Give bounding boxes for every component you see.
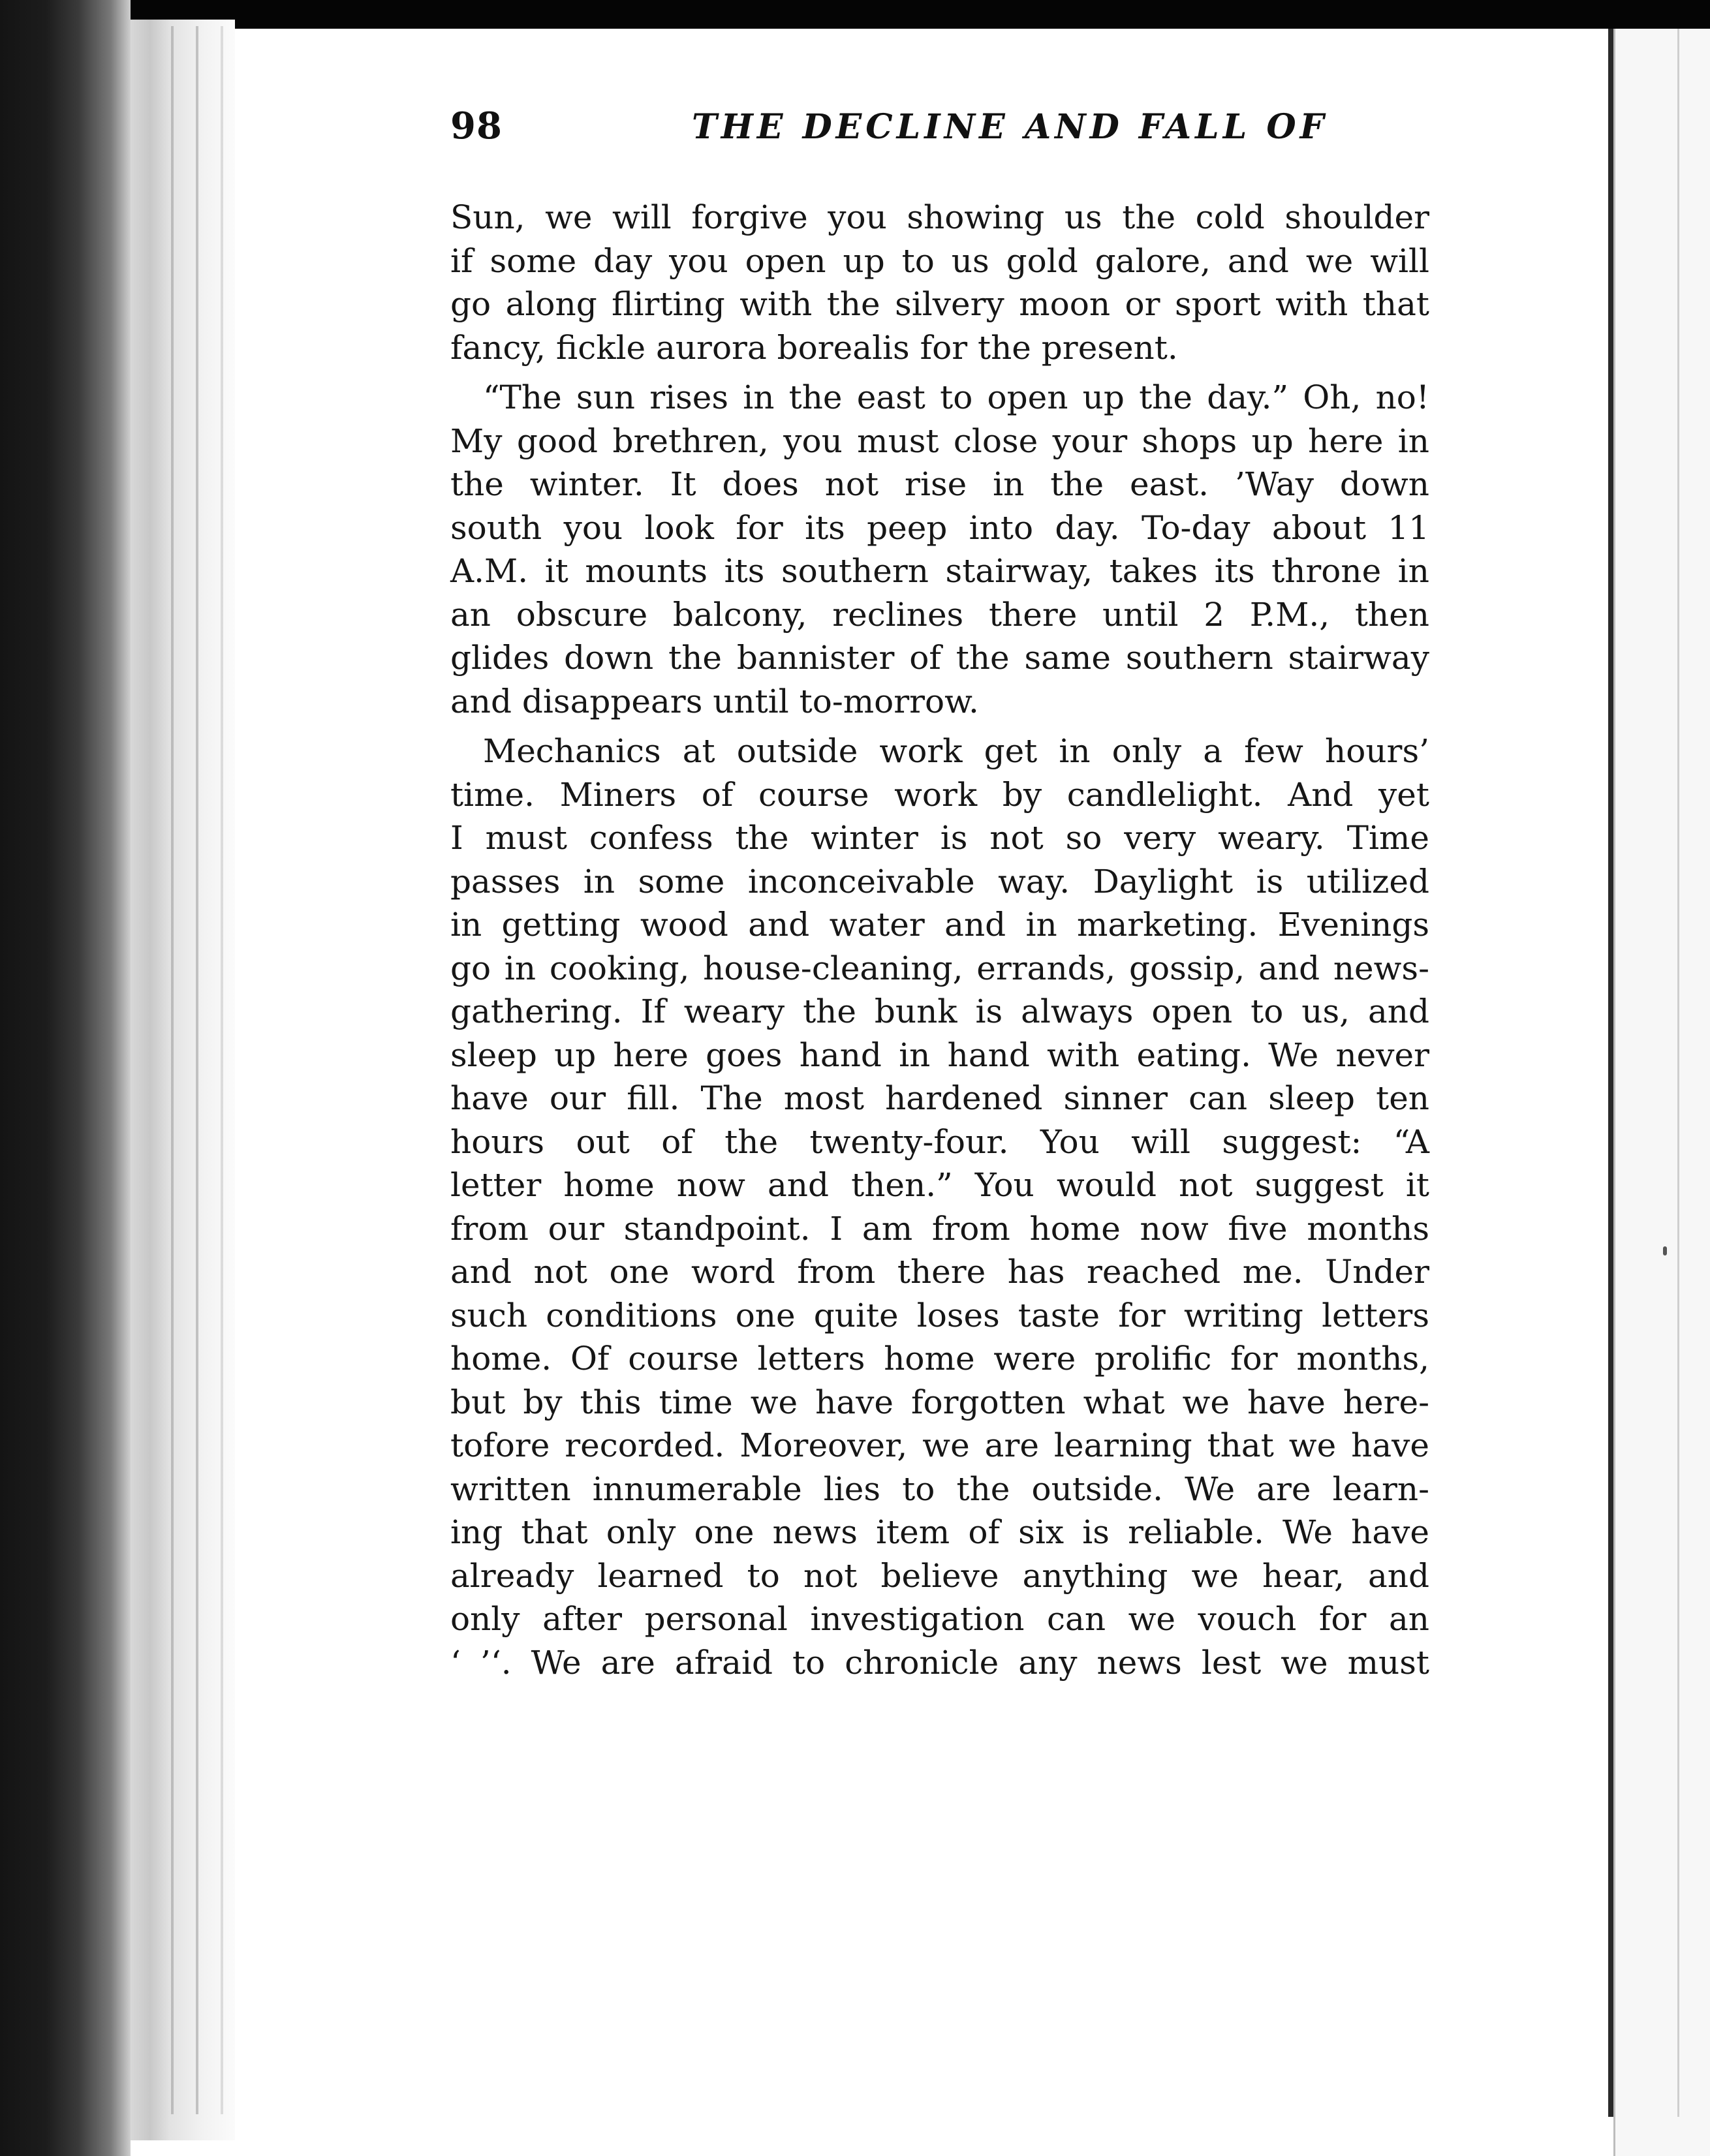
text-line: “The sun rises in the east to open up the day.” Oh, no! bbox=[483, 378, 1429, 416]
next-page-edge-line bbox=[1677, 29, 1679, 2117]
binding-gutter bbox=[131, 20, 235, 2140]
scan-speck bbox=[1663, 1246, 1667, 1255]
text-line: if some day you open up to us gold galore, and we will bbox=[450, 241, 1429, 280]
page-number: 98 bbox=[450, 104, 503, 147]
text-line: but by this time we have forgotten what we have here- bbox=[450, 1383, 1429, 1421]
text-line: have our fill. The most hardened sinner can sleep ten bbox=[450, 1079, 1429, 1117]
text-line: My good brethren, you must close your shops up here in bbox=[450, 422, 1429, 460]
gutter-crease-line bbox=[171, 26, 174, 2114]
running-head bbox=[450, 104, 1429, 176]
text-line: ing that only one news item of six is reliable. We have bbox=[450, 1513, 1429, 1551]
text-line: A.M. it mounts its southern stairway, takes its throne in bbox=[450, 552, 1429, 590]
text-line: letter home now and then.” You would not suggest it bbox=[450, 1166, 1429, 1204]
text-line: written innumerable lies to the outside. We are learn- bbox=[450, 1470, 1429, 1508]
gutter-crease-line bbox=[196, 26, 198, 2114]
text-line: the winter. It does not rise in the east. ’Way down bbox=[450, 465, 1429, 503]
text-line: south you look for its peep into day. To-day about 11 bbox=[450, 508, 1429, 547]
text-line: passes in some inconceivable way. Daylight is utilized bbox=[450, 862, 1429, 901]
text-line: gathering. If weary the bunk is always open to us, and bbox=[450, 993, 1429, 1030]
text-line: and not one word from there has reached me. Under bbox=[450, 1253, 1429, 1291]
text-line: sleep up here goes hand in hand with eating. We never bbox=[450, 1036, 1429, 1074]
text-line: an obscure balcony, reclines there until 2 P.M., then bbox=[450, 595, 1429, 634]
running-head-title: THE DECLINE AND FALL OF bbox=[692, 107, 1328, 147]
next-page-strip bbox=[1613, 29, 1710, 2156]
scan-top-border bbox=[0, 0, 1710, 29]
text-line: tofore recorded. Moreover, we are learning that we have bbox=[450, 1426, 1429, 1464]
text-line: and disappears until to-morrow. bbox=[450, 682, 979, 720]
text-line: time. Miners of course work by candlelight. And yet bbox=[450, 775, 1429, 814]
text-line: glides down the bannister of the same southern stairway bbox=[450, 639, 1429, 677]
text-line: already learned to not believe anything we hear, and bbox=[450, 1556, 1429, 1595]
text-line: Sun, we will forgive you showing us the cold shoulder bbox=[450, 198, 1429, 236]
text-line: go in cooking, house-cleaning, errands, gossip, and news- bbox=[450, 949, 1429, 987]
book-spine-edge bbox=[0, 0, 131, 2156]
text-line: Mechanics at outside work get in only a few hours’ bbox=[483, 732, 1429, 770]
text-line: ‘ ’‘. We are afraid to chronicle any news lest we must bbox=[450, 1643, 1429, 1682]
text-line: only after personal investigation can we vouch for an bbox=[450, 1600, 1429, 1638]
text-line: in getting wood and water and in marketing. Evenings bbox=[450, 906, 1429, 944]
text-line: fancy, fickle aurora borealis for the present. bbox=[450, 328, 1178, 367]
text-line: from our standpoint. I am from home now five months bbox=[450, 1209, 1429, 1248]
text-line: hours out of the twenty-four. You will suggest: “A bbox=[450, 1122, 1429, 1161]
text-line: such conditions one quite loses taste for writing letters bbox=[450, 1296, 1429, 1334]
page-right-edge bbox=[1608, 29, 1613, 2117]
text-line: home. Of course letters home were prolific for months, bbox=[450, 1340, 1429, 1378]
text-line: I must confess the winter is not so very weary. Time bbox=[450, 819, 1429, 857]
paragraph-gap bbox=[450, 723, 1429, 730]
text-line: go along flirting with the silvery moon or sport with that bbox=[450, 285, 1429, 323]
body-text bbox=[450, 196, 1429, 1684]
gutter-crease-line bbox=[221, 26, 223, 2114]
paragraph-gap bbox=[450, 369, 1429, 376]
